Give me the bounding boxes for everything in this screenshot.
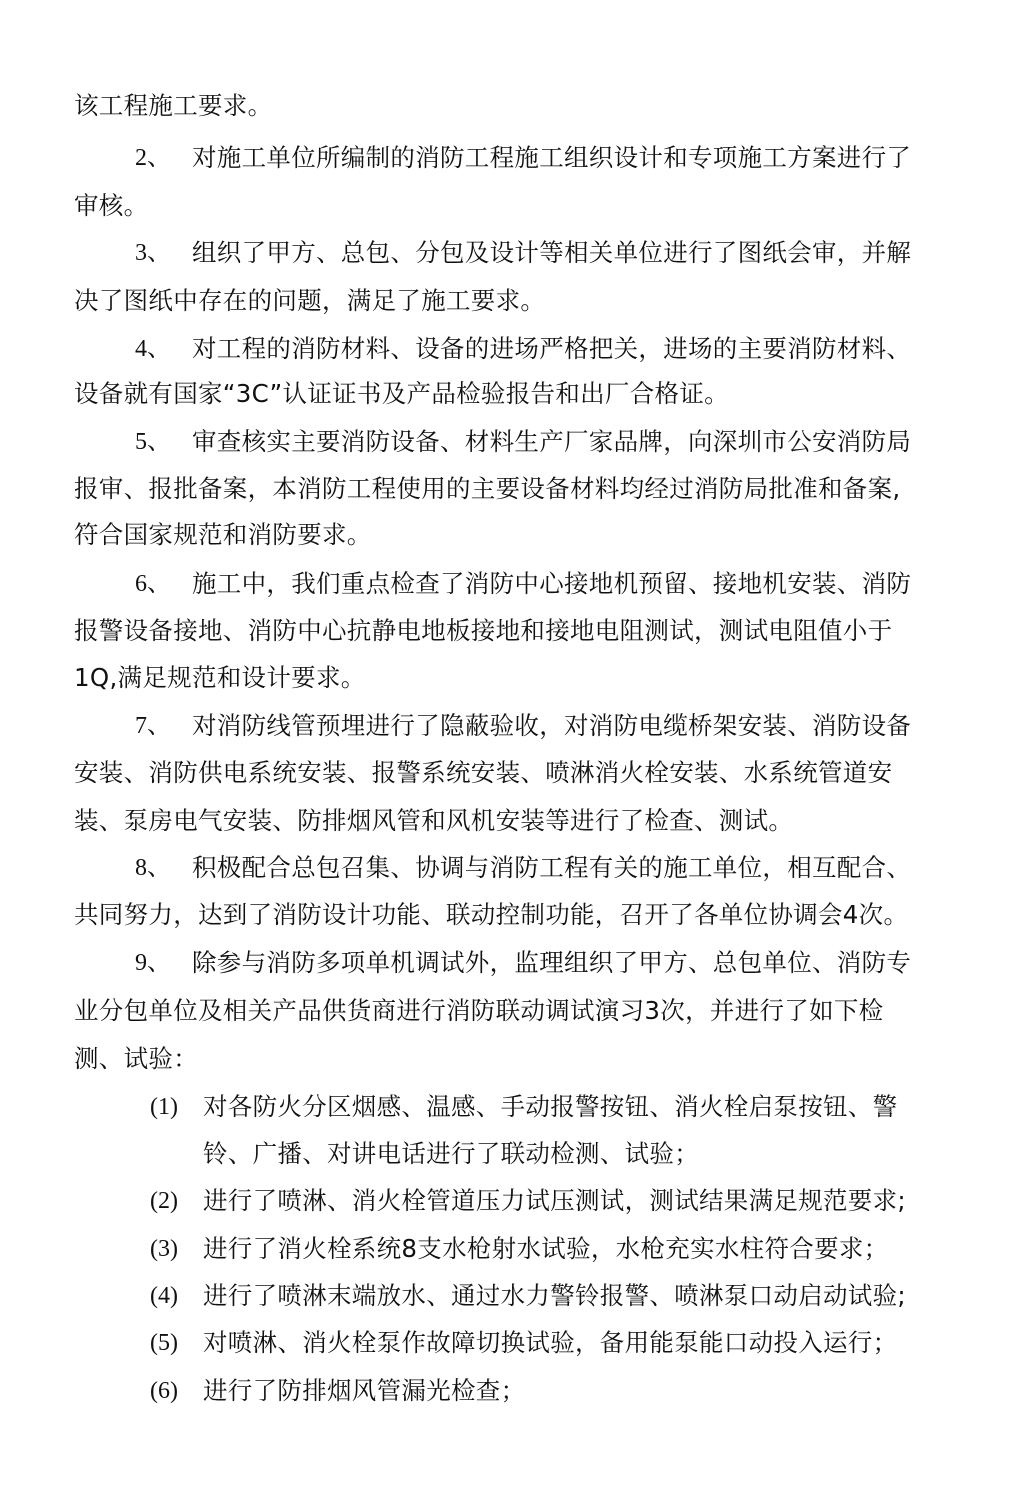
item-6-line-2: 报警设备接地、消防中心抗静电地板接地和接地电阻测试，测试电阻值小于	[74, 616, 893, 645]
item-7-number: 7、	[135, 713, 171, 739]
item-8-number: 8、	[135, 855, 171, 881]
subitem-6-line-1: 进行了防排烟风管漏光检查；	[203, 1376, 526, 1405]
item-7-line-3: 装、泵房电气安装、防排烟风管和风机安装等进行了检查、测试。	[74, 806, 794, 835]
subitem-4-line-1: 进行了喷淋末端放水、通过水力警铃报警、喷淋泵口动启动试验;	[203, 1281, 906, 1310]
item-5-line-3: 符合国家规范和消防要求。	[74, 520, 372, 549]
item-2-line-1: 对施工单位所编制的消防工程施工组织设计和专项施工方案进行了	[192, 143, 912, 172]
item-2-number: 2、	[135, 145, 171, 171]
intro-tail-line: 该工程施工要求。	[74, 91, 273, 120]
subitem-2-line-1: 进行了喷淋、消火栓管道压力试压测试，测试结果满足规范要求;	[203, 1186, 906, 1215]
subitem-2-number: (2)	[150, 1188, 178, 1214]
subitem-6-number: (6)	[150, 1378, 178, 1404]
subitem-1-number: (1)	[150, 1094, 178, 1120]
item-3-number: 3、	[135, 240, 171, 266]
item-7-line-1: 对消防线管预埋进行了隐蔽验收，对消防电缆桥架安装、消防设备	[192, 711, 912, 740]
item-8-line-2: 共同努力，达到了消防设计功能、联动控制功能，召开了各单位协调会4次。	[74, 900, 909, 929]
item-6-line-1: 施工中，我们重点检查了消防中心接地机预留、接地机安装、消防	[192, 569, 912, 598]
item-6-line-3: 1Q,满足规范和设计要求。	[74, 663, 366, 692]
subitem-1-line-1: 对各防火分区烟感、温感、手动报警按钮、消火栓启泵按钮、警	[203, 1092, 898, 1121]
item-9-number: 9、	[135, 950, 171, 976]
item-8-line-1: 积极配合总包召集、协调与消防工程有关的施工单位，相互配合、	[192, 853, 912, 882]
item-9-line-2: 业分包单位及相关产品供货商进行消防联动调试演习3次，并进行了如下检	[74, 996, 884, 1025]
item-3-line-2: 决了图纸中存在的问题，满足了施工要求。	[74, 286, 546, 315]
item-7-line-2: 安装、消防供电系统安装、报警系统安装、喷淋消火栓安装、水系统管道安	[74, 758, 893, 787]
subitem-4-number: (4)	[150, 1283, 178, 1309]
subitem-5-number: (5)	[150, 1330, 178, 1356]
subitem-3-line-1: 进行了消火栓系统8支水枪射水试验，水枪充实水柱符合要求；	[203, 1234, 889, 1263]
subitem-5-line-1: 对喷淋、消火栓泵作故障切换试验，备用能泵能口动投入运行；	[203, 1328, 898, 1357]
item-6-number: 6、	[135, 571, 171, 597]
item-9-line-3: 测、试验：	[74, 1044, 198, 1073]
subitem-3-number: (3)	[150, 1236, 178, 1262]
subitem-1-line-2: 铃、广播、对讲电话进行了联动检测、试验；	[203, 1139, 699, 1168]
item-5-number: 5、	[135, 429, 171, 455]
item-4-number: 4、	[135, 336, 171, 362]
item-4-line-1: 对工程的消防材料、设备的进场严格把关，进场的主要消防材料、	[192, 334, 912, 363]
item-5-line-1: 审查核实主要消防设备、材料生产厂家品牌，向深圳市公安消防局	[192, 427, 912, 456]
item-5-line-2: 报审、报批备案，本消防工程使用的主要设备材料均经过消防局批准和备案,	[74, 474, 901, 503]
item-2-line-2: 审核。	[74, 191, 149, 220]
item-3-line-1: 组织了甲方、总包、分包及设计等相关单位进行了图纸会审，并解	[192, 238, 912, 267]
item-9-line-1: 除参与消防多项单机调试外，监理组织了甲方、总包单位、消防专	[192, 948, 912, 977]
item-4-line-2: 设备就有国家“3C”认证证书及产品检验报告和出厂合格证。	[74, 379, 729, 408]
